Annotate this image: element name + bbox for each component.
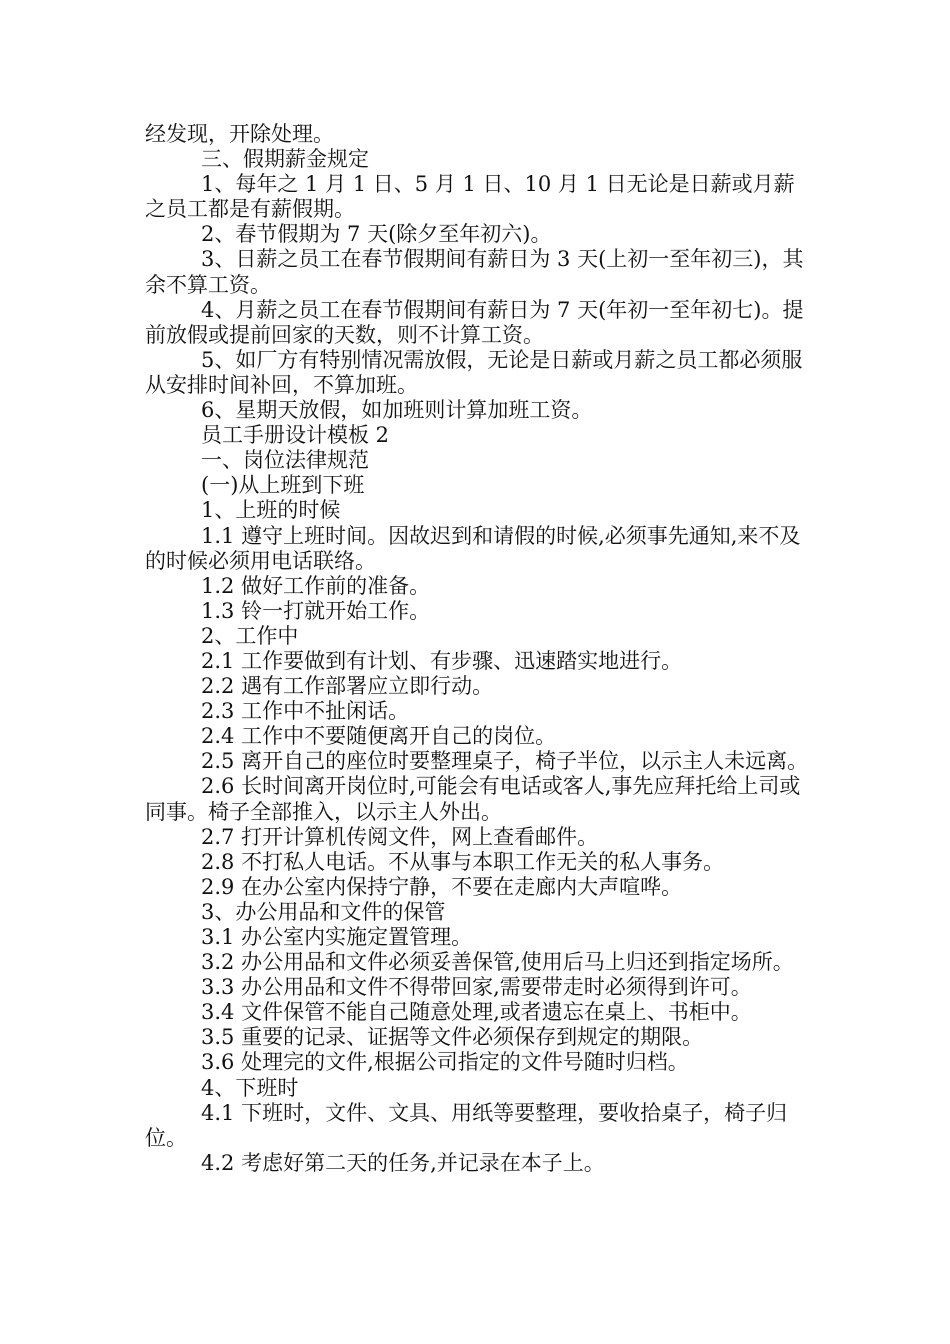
paragraph: 经发现，开除处理。 [145, 122, 334, 146]
paragraph: 3.2 办公用品和文件必须妥善保管,使用后马上归还到指定场所。 [201, 950, 794, 975]
paragraph: 2.3 工作中不扯闲话。 [201, 699, 410, 724]
paragraph: 2、工作中 [201, 623, 299, 648]
paragraph: 3.5 重要的记录、证据等文件必须保存到规定的期限。 [201, 1025, 704, 1050]
paragraph: 2、春节假期为 7 天(除夕至年初六)。 [201, 222, 552, 247]
paragraph: 2.6 长时间离开岗位时,可能会有电话或客人,事先应拜托给上司或同事。椅子全部推入，以示主人外出。 [145, 774, 801, 824]
paragraph: 2.2 遇有工作部署应立即行动。 [201, 674, 494, 699]
paragraph: 2.4 工作中不要随便离开自己的岗位。 [201, 724, 557, 749]
paragraph: 员工手册设计模板 2 [201, 423, 390, 448]
paragraph: 3.6 处理完的文件,根据公司指定的文件号随时归档。 [201, 1050, 689, 1075]
paragraph: (一)从上班到下班 [201, 473, 365, 498]
paragraph: 1.2 做好工作前的准备。 [201, 573, 431, 598]
paragraph: 4、月薪之员工在春节假期间有薪日为 7 天(年初一至年初七)。提前放假或提前回家的天数，则不计算工资。 [145, 297, 804, 347]
paragraph: 1、上班的时候 [201, 498, 341, 523]
paragraph: 5、如厂方有特别情况需放假，无论是日薪或月薪之员工都必须服从安排时间补回，不算加班。 [145, 347, 803, 397]
paragraph: 3、日薪之员工在春节假期间有薪日为 3 天(上初一至年初三)，其余不算工资。 [145, 247, 804, 297]
paragraph: 2.8 不打私人电话。不从事与本职工作无关的私人事务。 [201, 849, 725, 874]
paragraph: 一、岗位法律规范 [201, 448, 369, 473]
paragraph: 1.1 遵守上班时间。因故迟到和请假的时候,必须事先通知,来不及的时候必须用电话联络。 [145, 523, 801, 573]
paragraph: 4、下班时 [201, 1075, 299, 1100]
paragraph: 6、星期天放假，如加班则计算加班工资。 [201, 398, 593, 423]
paragraph: 2.7 打开计算机传阅文件，网上查看邮件。 [201, 824, 599, 849]
paragraph: 3、办公用品和文件的保管 [201, 899, 446, 924]
document-body [145, 122, 815, 1176]
paragraph: 三、假期薪金规定 [201, 147, 369, 172]
paragraph: 3.4 文件保管不能自己随意处理,或者遗忘在桌上、书柜中。 [201, 1000, 752, 1025]
paragraph: 3.3 办公用品和文件不得带回家,需要带走时必须得到许可。 [201, 975, 752, 1000]
paragraph: 2.1 工作要做到有计划、有步骤、迅速踏实地进行。 [201, 648, 683, 673]
paragraph: 3.1 办公室内实施定置管理。 [201, 925, 473, 949]
paragraph: 1.3 铃一打就开始工作。 [201, 598, 431, 623]
paragraph: 4.2 考虑好第二天的任务,并记录在本子上。 [201, 1150, 605, 1175]
paragraph: 1、每年之 1 月 1 日、5 月 1 日、10 月 1 日无论是日薪或月薪之员工都是有薪假期。 [145, 172, 795, 222]
paragraph: 2.5 离开自己的座位时要整理桌子，椅子半位，以示主人未远离。 [201, 749, 809, 774]
paragraph: 2.9 在办公室内保持宁静，不要在走廊内大声喧哗。 [201, 874, 683, 899]
paragraph: 4.1 下班时，文件、文具、用纸等要整理，要收拾桌子，椅子归位。 [145, 1100, 788, 1150]
